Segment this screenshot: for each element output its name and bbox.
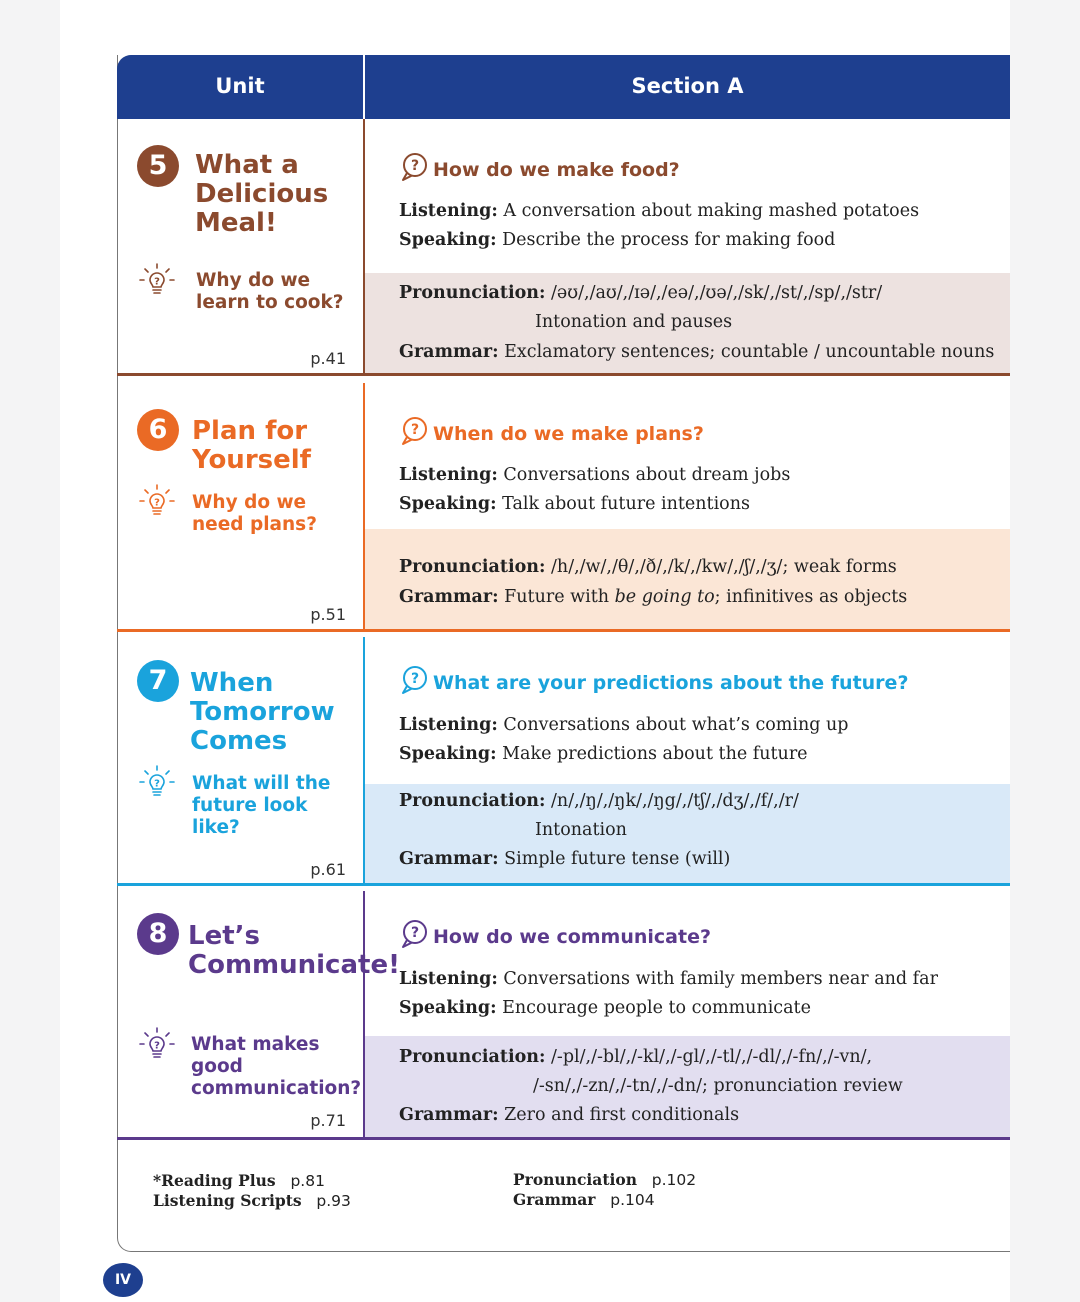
unit-5-title: What a Delicious Meal! [195,150,329,238]
unit-6-big-question: Why do we need plans? [192,492,317,535]
question-bubble-icon [399,919,429,949]
unit-8-page: p.71 [310,1111,346,1130]
unit-7-grammar [399,849,730,869]
unit-5-listening [399,201,919,221]
listening-text: Conversations with family members near and far [503,969,938,989]
reading-plus-page: p.81 [290,1172,325,1190]
unit-8-pronunciation [399,1047,872,1067]
question-bubble-icon [399,416,429,446]
unit-7-pronunciation [399,791,799,811]
pronunciation-label: Pronunciation: [399,791,546,811]
pronunciation-text: /-pl/,/-bl/,/-kl/,/-gl/,/-tl/,/-dl/,/-fn/,/-vn/, [551,1047,873,1067]
pronunciation-text: /h/,/w/,/θ/,/ð/,/k/,/kw/,/ʃ/,/ʒ/; weak forms [551,557,897,577]
grammar-ref-label: Grammar [513,1190,596,1209]
grammar-label: Grammar: [399,849,499,869]
grammar-label: Grammar: [399,342,499,362]
unit-8-listening [399,969,938,989]
unit-6-number-badge: 6 [137,409,179,451]
unit-7-divider [363,637,365,886]
listening-scripts-label: Listening Scripts [153,1191,302,1210]
unit-6-rule [117,629,1010,632]
grammar-text: Zero and first conditionals [504,1105,740,1125]
question-bubble-icon [399,665,429,695]
unit-7-listening [399,715,849,735]
table-header [117,55,1010,119]
speaking-text: Make predictions about the future [502,744,808,764]
unit-8-pronunciation-cont: /-sn/,/-zn/,/-tn/,/-dn/; pronunciation review [533,1076,903,1096]
speaking-label: Speaking: [399,998,497,1018]
svg-text:?: ? [154,778,160,790]
left-margin [0,0,60,1302]
grammar-text: Future with [504,587,615,607]
unit-6-listening [399,465,790,485]
unit-5-essential-question-text: How do we make food? [433,159,680,181]
unit-5-pronunciation-cont: Intonation and pauses [535,312,733,332]
footer-pronunciation [513,1170,696,1189]
listening-label: Listening: [399,969,498,989]
listening-text: A conversation about making mashed potatoes [503,201,920,221]
speaking-text: Describe the process for making food [502,230,836,250]
grammar-ref-page: p.104 [610,1191,655,1209]
pronunciation-label: Pronunciation: [399,283,546,303]
svg-text:?: ? [410,925,420,941]
unit-6-title: Plan for Yourself [192,416,311,475]
grammar-text-end: ; infinitives as objects [714,587,908,607]
svg-text:?: ? [410,671,420,687]
page-number-badge: IV [103,1263,143,1297]
speaking-label: Speaking: [399,230,497,250]
unit-8-title: Let’s Communicate! [188,921,400,980]
unit-7-rule [117,883,1010,886]
unit-7-pronunciation-cont: Intonation [535,820,627,840]
speaking-text: Talk about future intentions [502,494,750,514]
listening-label: Listening: [399,465,498,485]
unit-6-divider [363,383,365,632]
unit-7-essential-question [399,665,908,695]
unit-7-title: When Tomorrow Comes [190,668,335,756]
grammar-text: Exclamatory sentences; countable / uncountable nouns [504,342,995,362]
speaking-label: Speaking: [399,744,497,764]
footer-listening-scripts [153,1191,351,1210]
pronunciation-label: Pronunciation: [399,557,546,577]
grammar-label: Grammar: [399,1105,499,1125]
pronunciation-label: Pronunciation: [399,1047,546,1067]
unit-5-page: p.41 [310,349,346,368]
svg-text:?: ? [154,1040,160,1052]
grammar-emphasis: be going to [614,587,715,607]
unit-6-speaking [399,494,750,514]
unit-5-grammar [399,342,994,362]
unit-8-rule [117,1137,1010,1140]
unit-5-pronunciation [399,283,882,303]
question-bubble-icon [399,152,429,182]
unit-8-grammar [399,1105,739,1125]
pronunciation-ref-page: p.102 [651,1171,697,1189]
unit-5-speaking [399,230,835,250]
footer-grammar [513,1190,655,1209]
unit-5-divider [363,119,365,376]
unit-6-essential-question-text: When do we make plans? [433,423,704,445]
unit-7-number-badge: 7 [137,660,179,702]
pronunciation-text: /əʊ/,/aʊ/,/ɪə/,/eə/,/ʊə/,/sk/,/st/,/sp/,/str/ [551,283,883,303]
svg-text:?: ? [410,158,420,174]
footer-reading-plus [153,1171,325,1190]
grammar-label: Grammar: [399,587,499,607]
pronunciation-ref-label: Pronunciation [513,1170,637,1189]
unit-7-essential-question-text: What are your predictions about the future? [433,672,909,694]
header-section-a: Section A [631,74,744,98]
lightbulb-question-icon [139,765,175,801]
lightbulb-question-icon [139,1027,175,1063]
unit-5-number-badge: 5 [137,145,179,187]
header-unit: Unit [215,74,265,98]
svg-text:?: ? [410,422,420,438]
unit-7-big-question: What will the future look like? [192,773,331,838]
unit-8-essential-question-text: How do we communicate? [433,926,711,948]
right-margin [1010,0,1080,1302]
unit-8-big-question: What makes good communication? [191,1034,362,1099]
reading-plus-label: *Reading Plus [153,1171,276,1190]
unit-8-speaking [399,998,811,1018]
svg-text:?: ? [154,497,160,509]
speaking-label: Speaking: [399,494,497,514]
listening-label: Listening: [399,201,498,221]
speaking-text: Encourage people to communicate [502,998,811,1018]
pronunciation-text: /n/,/ŋ/,/ŋk/,/ŋg/,/tʃ/,/dʒ/,/f/,/r/ [551,791,799,811]
unit-7-page: p.61 [310,860,346,879]
unit-7-speaking [399,744,808,764]
lightbulb-question-icon [139,263,175,299]
unit-8-row [117,891,1010,1140]
unit-6-shade [365,529,1010,629]
listening-text: Conversations about dream jobs [503,465,791,485]
unit-5-rule [117,373,1010,376]
grammar-text: Simple future tense (will) [504,849,731,869]
listening-scripts-page: p.93 [316,1192,351,1210]
listening-text: Conversations about what’s coming up [503,715,849,735]
unit-7-row [117,637,1010,886]
unit-5-essential-question [399,152,680,182]
listening-label: Listening: [399,715,498,735]
unit-6-page: p.51 [310,605,346,624]
lightbulb-question-icon [139,484,175,520]
unit-8-number-badge: 8 [137,913,179,955]
svg-text:?: ? [154,276,160,288]
unit-5-big-question: Why do we learn to cook? [196,270,344,313]
unit-5-row [117,119,1010,376]
unit-8-essential-question [399,919,711,949]
unit-6-grammar [399,587,907,607]
unit-6-row [117,383,1010,632]
unit-6-essential-question [399,416,704,446]
unit-6-pronunciation [399,557,897,577]
